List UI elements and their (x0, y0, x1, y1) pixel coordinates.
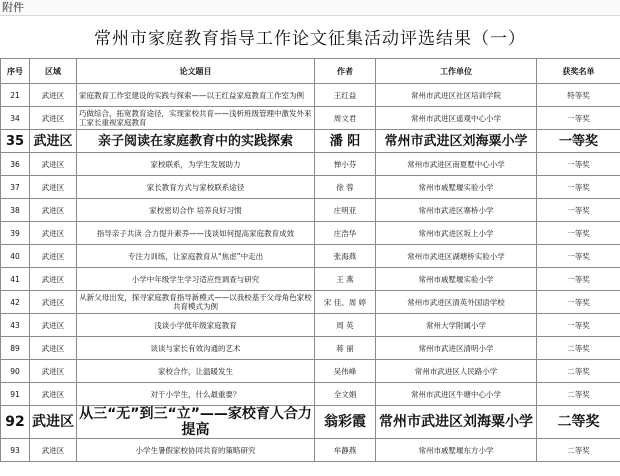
cell-author: 吴伟峰 (315, 360, 376, 383)
cell-district: 武进区 (30, 360, 77, 383)
cell-unit: 常州市武进区遥观中心小学 (376, 107, 537, 130)
table-row (1, 130, 620, 153)
cell-author: 庄浩华 (315, 222, 376, 245)
cell-topic: 对于小学生，什么最重要？ (77, 383, 315, 406)
cell-author: 翁彩霞 (315, 406, 376, 439)
table-row (1, 245, 620, 268)
cell-no: 43 (1, 314, 30, 337)
cell-author: 徐 蓉 (315, 176, 376, 199)
page-title: 常州市家庭教育指导工作论文征集活动评选结果（一） (94, 29, 526, 49)
header-award: 获奖名单 (537, 59, 620, 84)
cell-unit: 常州市武进区坂上小学 (376, 222, 537, 245)
cell-district: 武进区 (30, 439, 77, 462)
cell-topic: 小学中年级学生学习适应性调查与研究 (77, 268, 315, 291)
cell-author: 惮小芬 (315, 153, 376, 176)
cell-district: 武进区 (30, 268, 77, 291)
cell-unit: 常州市武进区人民路小学 (376, 360, 537, 383)
cell-award: 特等奖 (537, 84, 620, 107)
cell-unit: 常州市武进区社区培训学院 (376, 84, 537, 107)
cell-unit: 常州市武进区牛塘中心小学 (376, 383, 537, 406)
cell-district: 武进区 (30, 383, 77, 406)
cell-no: 39 (1, 222, 30, 245)
cell-award: 二等奖 (537, 360, 620, 383)
cell-author: 王红益 (315, 84, 376, 107)
cell-award: 二等奖 (537, 439, 620, 462)
cell-district: 武进区 (30, 337, 77, 360)
cell-author: 全文娟 (315, 383, 376, 406)
header-author: 作者 (315, 59, 376, 84)
cell-unit: 常州大学附属小学 (376, 314, 537, 337)
cell-no: 90 (1, 360, 30, 383)
cell-no: 89 (1, 337, 30, 360)
cell-no: 41 (1, 268, 30, 291)
cell-district: 武进区 (30, 107, 77, 130)
table-row (1, 176, 620, 199)
cell-topic: 小学生暑假家校协同共育的策略研究 (77, 439, 315, 462)
cell-author: 王 燕 (315, 268, 376, 291)
cell-topic: 家校密切合作 培养良好习惯 (77, 199, 315, 222)
cell-unit: 常州市武进区寨桥小学 (376, 199, 537, 222)
cell-topic: 谈谈与家长有效沟通的艺术 (77, 337, 315, 360)
table-row (1, 314, 620, 337)
cell-unit: 常州市戚墅堰实验小学 (376, 268, 537, 291)
cell-award: 一等奖 (537, 245, 620, 268)
cell-author: 张海燕 (315, 245, 376, 268)
cell-award: 一等奖 (537, 314, 620, 337)
cell-award: 一等奖 (537, 199, 620, 222)
cell-district: 武进区 (30, 153, 77, 176)
cell-no: 34 (1, 107, 30, 130)
cell-award: 二等奖 (537, 383, 620, 406)
cell-award: 一等奖 (537, 222, 620, 245)
cell-topic: 巧做综合，拓宽教育途径，实现家校共育——浅析班级管理中激发外来工家长重视家庭教育 (77, 107, 315, 130)
table-row (1, 268, 620, 291)
table-row (1, 439, 620, 462)
cell-unit: 常州市武进区清英外国语学校 (376, 291, 537, 314)
cell-author: 潘 阳 (315, 130, 376, 153)
table-row (1, 107, 620, 130)
cell-award: 二等奖 (537, 337, 620, 360)
cell-award: 一等奖 (537, 153, 620, 176)
cell-district: 武进区 (30, 291, 77, 314)
cell-author: 周文君 (315, 107, 376, 130)
cell-district: 武进区 (30, 406, 77, 439)
cell-author: 宋 佳、周 婷 (315, 291, 376, 314)
cell-unit: 常州市武进区清明小学 (376, 337, 537, 360)
cell-author: 蒋 丽 (315, 337, 376, 360)
cell-unit: 常州市武进区南夏墅中心小学 (376, 153, 537, 176)
table-row (1, 383, 620, 406)
cell-no: 21 (1, 84, 30, 107)
cell-award: 一等奖 (537, 176, 620, 199)
cell-no: 38 (1, 199, 30, 222)
cell-author: 牟静燕 (315, 439, 376, 462)
cell-district: 武进区 (30, 199, 77, 222)
table-row (1, 199, 620, 222)
table-row (1, 360, 620, 383)
cell-author: 庄明亚 (315, 199, 376, 222)
cell-district: 武进区 (30, 314, 77, 337)
header-district: 区域 (30, 59, 77, 84)
table-header-row (1, 59, 620, 84)
cell-no: 91 (1, 383, 30, 406)
cell-award: 一等奖 (537, 268, 620, 291)
cell-award: 一等奖 (537, 291, 620, 314)
table-row (1, 337, 620, 360)
table-row (1, 84, 620, 107)
cell-topic: 浅谈小学低年级家庭教育 (77, 314, 315, 337)
cell-topic: 从三“无”到三“立”——家校育人合力提高 (77, 406, 315, 439)
cell-district: 武进区 (30, 222, 77, 245)
cell-topic: 家长教育方式与家校联系途径 (77, 176, 315, 199)
cell-district: 武进区 (30, 245, 77, 268)
cell-topic: 指导亲子共读 合力提升素养——浅谈如何提高家庭教育成效 (77, 222, 315, 245)
cell-unit: 常州市戚墅堰东方小学 (376, 439, 537, 462)
cell-no: 92 (1, 406, 30, 439)
cell-award: 一等奖 (537, 107, 620, 130)
cell-no: 93 (1, 439, 30, 462)
cell-topic: 亲子阅读在家庭教育中的实践探索 (77, 130, 315, 153)
cell-author: 周 英 (315, 314, 376, 337)
cell-topic: 家校合作，让温暖发生 (77, 360, 315, 383)
cell-no: 37 (1, 176, 30, 199)
cell-unit: 常州市武进区刘海粟小学 (376, 406, 537, 439)
cell-unit: 常州市武进区刘海粟小学 (376, 130, 537, 153)
table-row (1, 222, 620, 245)
cell-award: 一等奖 (537, 130, 620, 153)
results-table (0, 58, 620, 462)
cell-district: 武进区 (30, 130, 77, 153)
cell-unit: 常州市戚墅堰实验小学 (376, 176, 537, 199)
cell-no: 42 (1, 291, 30, 314)
header-unit: 工作单位 (376, 59, 537, 84)
sheet-label: 附件 (0, 0, 620, 16)
cell-district: 武进区 (30, 176, 77, 199)
table-row (1, 291, 620, 314)
header-no: 序号 (1, 59, 30, 84)
cell-no: 36 (1, 153, 30, 176)
cell-topic: 从新父母出发，探寻家庭教育指导新模式——以我校基于父母角色家校共育模式为例 (77, 291, 315, 314)
cell-district: 武进区 (30, 84, 77, 107)
cell-topic: 家校联系，为学生发展助力 (77, 153, 315, 176)
cell-no: 35 (1, 130, 30, 153)
table-row (1, 406, 620, 439)
cell-award: 二等奖 (537, 406, 620, 439)
cell-unit: 常州市武进区湖塘桥实验小学 (376, 245, 537, 268)
cell-topic: 专注力训练，让家庭教育从“焦虑”中走出 (77, 245, 315, 268)
cell-topic: 家庭教育工作室建设的实践与探索——以王红益家庭教育工作室为例 (77, 84, 315, 107)
header-topic: 论文题目 (77, 59, 315, 84)
table-row (1, 153, 620, 176)
cell-no: 40 (1, 245, 30, 268)
